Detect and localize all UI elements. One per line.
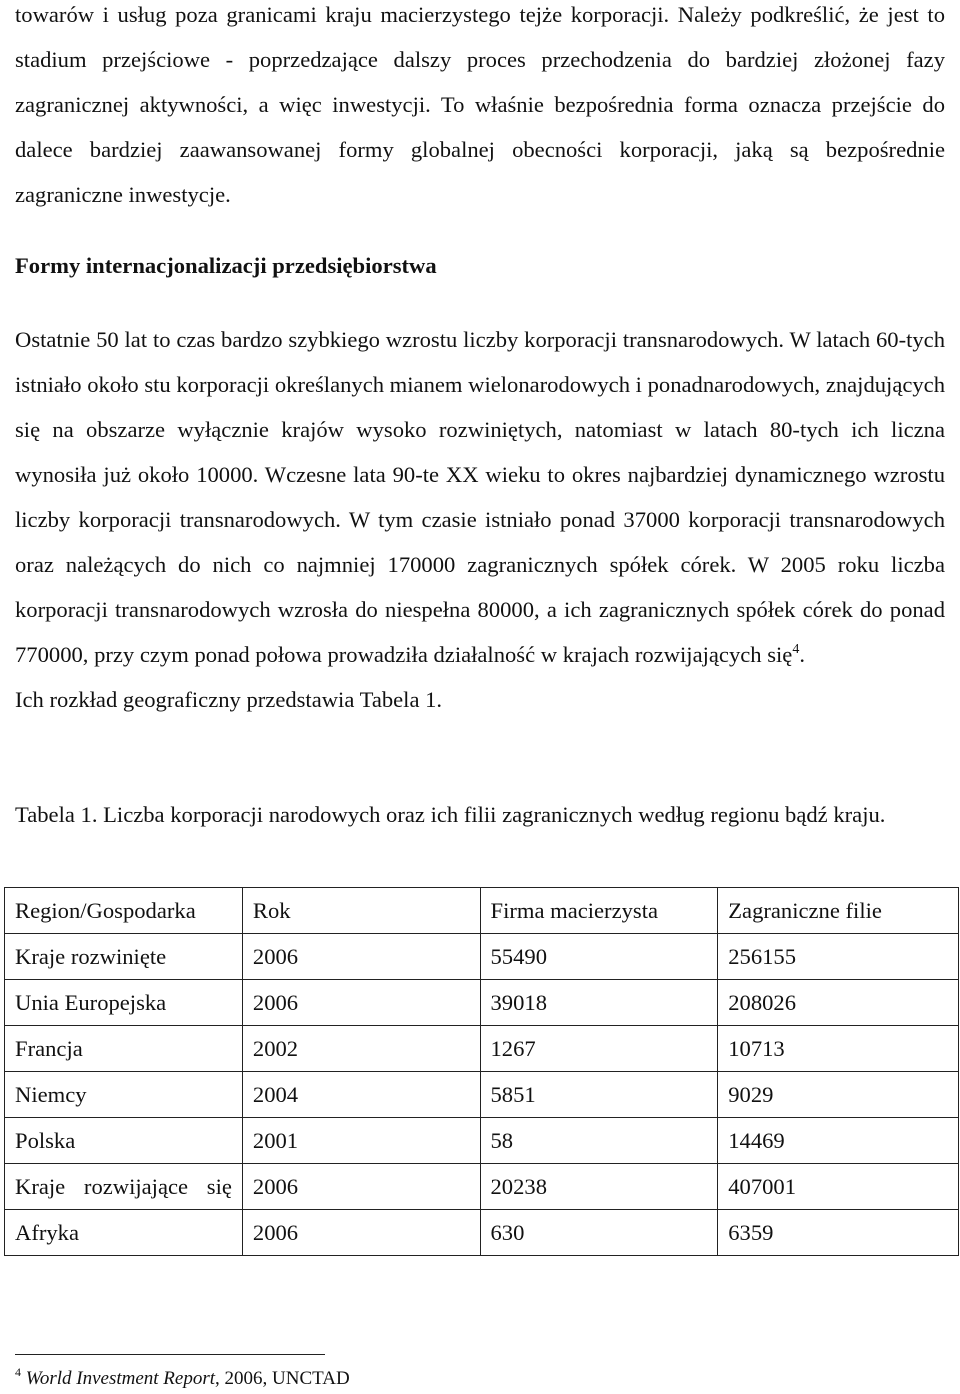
footnote-reference: 4 bbox=[792, 642, 800, 657]
header-cell: Region/Gospodarka bbox=[5, 888, 243, 934]
table-cell-parent: 5851 bbox=[480, 1072, 718, 1118]
paragraph-growth-text: Ostatnie 50 lat to czas bardzo szybkiego wzrostu liczby korporacji transnarodowych. W latach 60-tych istniało około stu korporacji określanych mianem wielonarodowych i ponadnarodowych, znajdujących się na obszarze wyłącznie krajów wysoko rozwiniętych, natomiast w latach 80-tych ich liczna wynosiła już około 10000. Wczesne lata 90-te XX wieku to okres najbardziej dynamicznego wzrostu liczby korporacji transnarodowych. W tym czasie istniało ponad 37000 korporacji transnarodowych oraz należących do nich co najmniej 170000 zagranicznych spółek córek. W 2005 roku liczba korporacji transnarodowych wzrosła do niespełna 80000, a ich zagranicznych spółek córek do ponad 770000, przy czym ponad połowa prowadziła działalność w krajach rozwijających się bbox=[15, 327, 945, 667]
table-cell-parent: 55490 bbox=[480, 934, 718, 980]
footnote-source-details: , 2006, UNCTAD bbox=[215, 1368, 350, 1389]
table-cell-region: Polska bbox=[5, 1118, 243, 1164]
table-cell-region: Kraje rozwinięte bbox=[5, 934, 243, 980]
table-row bbox=[5, 1210, 959, 1256]
table-cell-affiliates: 10713 bbox=[718, 1026, 959, 1072]
table-cell-parent: 39018 bbox=[480, 980, 718, 1026]
header-cell: Firma macierzysta bbox=[480, 888, 718, 934]
table-body bbox=[5, 888, 959, 1256]
table-cell-affiliates: 407001 bbox=[718, 1164, 959, 1210]
table-cell-affiliates: 256155 bbox=[718, 934, 959, 980]
table-row bbox=[5, 980, 959, 1026]
table-row bbox=[5, 934, 959, 980]
section-heading: Formy internacjonalizacji przedsiębiorstwa bbox=[15, 253, 437, 278]
table-cell-affiliates: 6359 bbox=[718, 1210, 959, 1256]
header-cell: Zagraniczne filie bbox=[718, 888, 959, 934]
table-caption: Tabela 1. Liczba korporacji narodowych oraz ich filii zagranicznych według regionu bądź kraju. bbox=[15, 802, 886, 827]
footnote-source-title: World Investment Report bbox=[25, 1368, 216, 1389]
table-cell-affiliates: 14469 bbox=[718, 1118, 959, 1164]
header-cell: Rok bbox=[242, 888, 480, 934]
table-cell-parent: 58 bbox=[480, 1118, 718, 1164]
table-cell-parent: 20238 bbox=[480, 1164, 718, 1210]
table-cell-year: 2002 bbox=[242, 1026, 480, 1072]
table-cell-year: 2006 bbox=[242, 934, 480, 980]
paragraph-intro: towarów i usług poza granicami kraju macierzystego tejże korporacji. Należy podkreślić, że jest to stadium przejściowe - poprzedzające dalszy proces przechodzenia do bardziej złożonej fazy zagranicznej aktywności, a więc inwestycji. To właśnie bezpośrednia forma oznacza przejście do dalece bardziej zaawansowanej formy globalnej obecności korporacji, jaką są bezpośrednie zagraniczne inwestycje. bbox=[15, 2, 945, 207]
table-cell-year: 2001 bbox=[242, 1118, 480, 1164]
table-row bbox=[5, 1072, 959, 1118]
footnote bbox=[15, 1364, 350, 1394]
table-cell-region: Unia Europejska bbox=[5, 980, 243, 1026]
table-cell-year: 2006 bbox=[242, 1164, 480, 1210]
table-cell-year: 2006 bbox=[242, 1210, 480, 1256]
paragraph-corporations-growth bbox=[15, 317, 945, 722]
table-cell-affiliates: 9029 bbox=[718, 1072, 959, 1118]
table-cell-region: Francja bbox=[5, 1026, 243, 1072]
table-cell-parent: 630 bbox=[480, 1210, 718, 1256]
table-cell-parent: 1267 bbox=[480, 1026, 718, 1072]
paragraph-growth-period: . bbox=[799, 642, 805, 667]
table-cell-region: Kraje rozwijające się bbox=[5, 1164, 243, 1210]
paragraph-table-reference: Ich rozkład geograficzny przedstawia Tabela 1. bbox=[15, 687, 443, 712]
footnote-number: 4 bbox=[15, 1365, 21, 1379]
corporations-table bbox=[4, 887, 959, 1256]
table-header-row bbox=[5, 888, 959, 934]
table-row bbox=[5, 1026, 959, 1072]
table-cell-region: Niemcy bbox=[5, 1072, 243, 1118]
table-cell-year: 2006 bbox=[242, 980, 480, 1026]
table-row bbox=[5, 1118, 959, 1164]
footnote-separator bbox=[15, 1354, 325, 1355]
table-cell-affiliates: 208026 bbox=[718, 980, 959, 1026]
table-cell-region: Afryka bbox=[5, 1210, 243, 1256]
table-row bbox=[5, 1164, 959, 1210]
table-cell-year: 2004 bbox=[242, 1072, 480, 1118]
